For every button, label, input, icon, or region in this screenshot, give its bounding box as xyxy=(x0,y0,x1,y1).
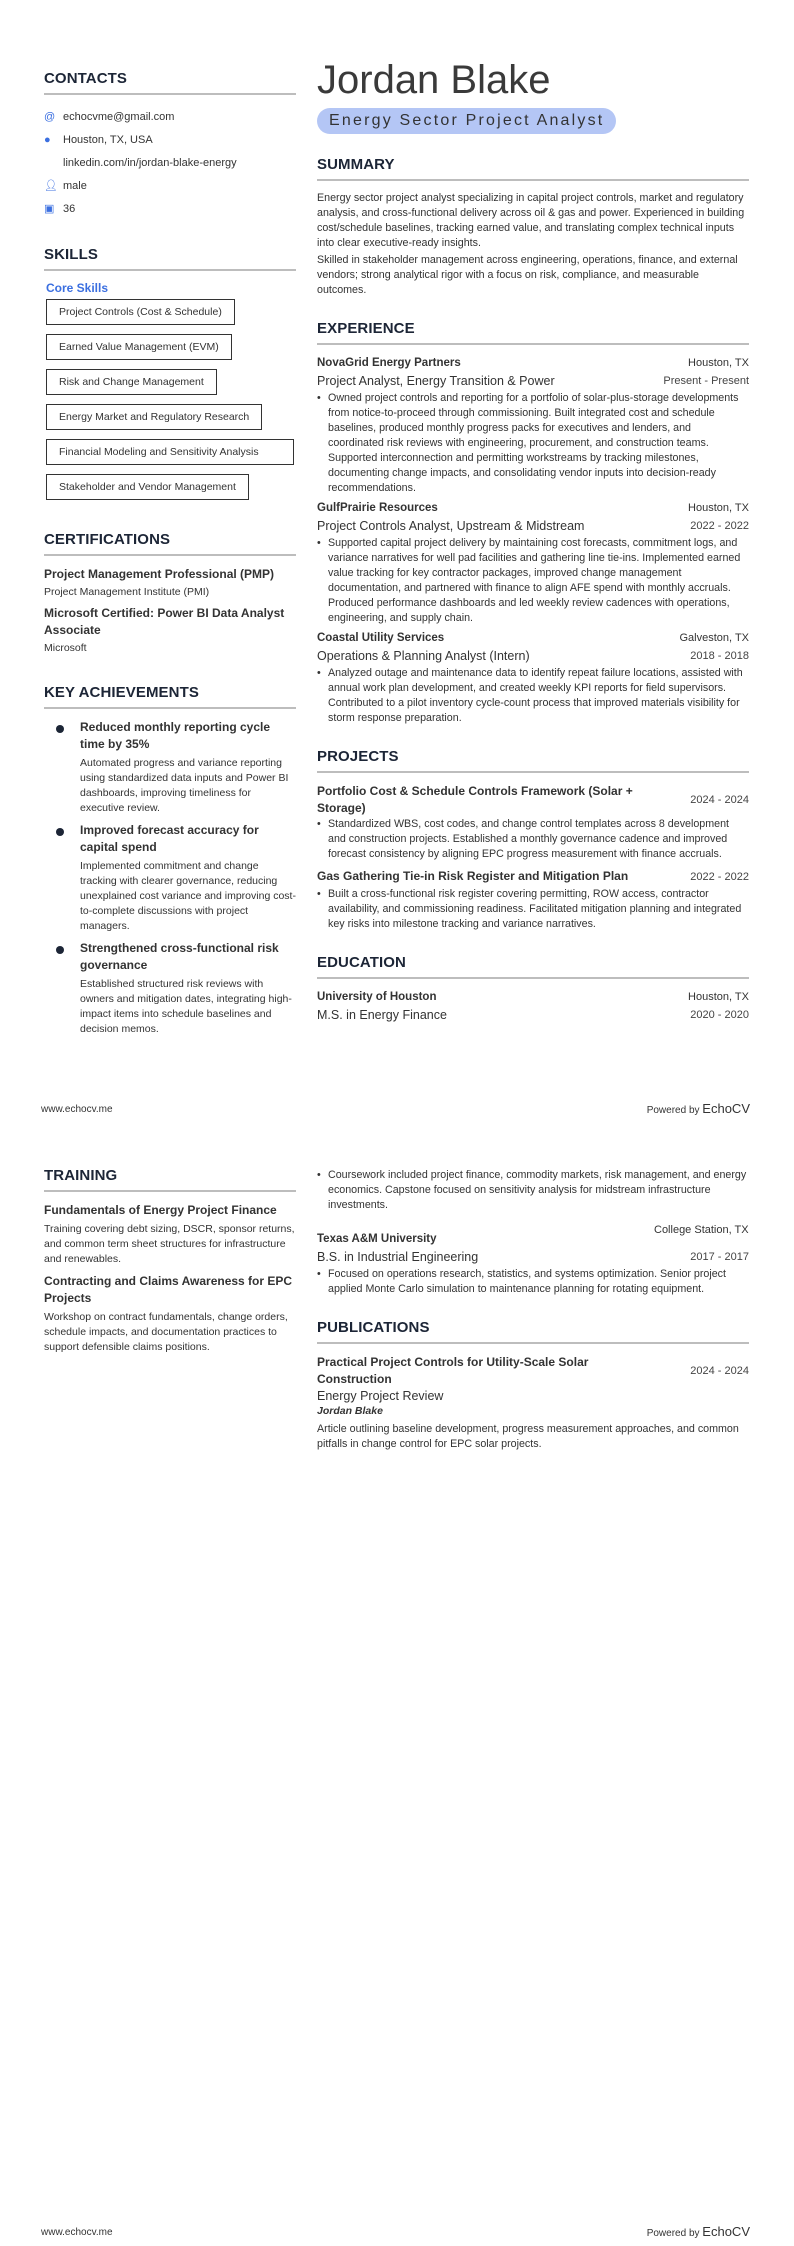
bullet-dot-icon xyxy=(56,828,64,836)
project-bullet: • Built a cross-functional risk register covering permitting, ROW access, contractor availability, and commissioning readiness. Facilitated mitigation planning and integrated key risks into milestone tracking and variance narratives. xyxy=(317,887,749,932)
publications-section xyxy=(317,1319,749,1452)
project-dates: 2022 - 2022 xyxy=(690,871,749,883)
contacts-heading: CONTACTS xyxy=(44,70,296,95)
education-dates: 2020 - 2020 xyxy=(690,1009,749,1021)
footer-website[interactable]: www.echocv.me xyxy=(41,1104,113,1115)
experience-heading: EXPERIENCE xyxy=(317,320,749,345)
at-icon: @ xyxy=(44,110,56,123)
job-location: Houston, TX xyxy=(688,357,749,369)
job-role: Operations & Planning Analyst (Intern) xyxy=(317,649,530,663)
school-name: University of Houston xyxy=(317,991,437,1003)
footer-powered xyxy=(647,1101,750,1116)
projects-heading: PROJECTS xyxy=(317,748,749,773)
footer-powered xyxy=(647,2224,750,2239)
degree: M.S. in Energy Finance xyxy=(317,1008,447,1022)
achievement-item xyxy=(44,940,296,1037)
job-role: Project Controls Analyst, Upstream & Midstream xyxy=(317,519,585,533)
cert-name: Project Management Professional (PMP) xyxy=(44,567,275,581)
publication-author: Jordan Blake xyxy=(317,1405,383,1417)
job-location: Houston, TX xyxy=(688,502,749,514)
contact-email[interactable] xyxy=(44,105,296,128)
achievement-desc: Implemented commitment and change tracking with clearer governance, reducing unexplained cost variance and improving cost-to-complete discussions with project managers. xyxy=(80,860,296,932)
job-dates: 2022 - 2022 xyxy=(690,520,749,532)
company-name: NovaGrid Energy Partners xyxy=(317,357,461,369)
training-desc: Workshop on contract fundamentals, change orders, schedule impacts, and documentation practices to support defensible claims positions. xyxy=(44,1311,288,1353)
school-location: College Station, TX xyxy=(654,1224,749,1236)
certifications-heading: CERTIFICATIONS xyxy=(44,531,296,556)
achievement-item xyxy=(44,719,296,816)
achievement-item xyxy=(44,822,296,934)
job-dates: Present - Present xyxy=(663,375,749,387)
age-text: 36 xyxy=(63,202,76,215)
job-dates: 2018 - 2018 xyxy=(690,650,749,662)
contact-age xyxy=(44,197,296,220)
contact-linkedin[interactable] xyxy=(44,151,296,174)
footer-website[interactable]: www.echocv.me xyxy=(41,2227,113,2238)
job-bullet: • Analyzed outage and maintenance data to identify repeat failure locations, assisted with annual work plan development, and created weekly KPI reports for field supervisors. Contributed to a pilot inventory cycle-count process that improved materials visibility for storm response preparation. xyxy=(317,666,749,726)
page-2 xyxy=(0,1123,794,2246)
contact-gender xyxy=(44,174,296,197)
projects-section xyxy=(317,748,749,932)
job-role: Project Analyst, Energy Transition & Power xyxy=(317,374,555,388)
job-location: Galveston, TX xyxy=(679,632,749,644)
job-title-badge: Energy Sector Project Analyst xyxy=(317,108,616,134)
project-item xyxy=(317,868,749,932)
powered-by-text: Powered by xyxy=(646,2228,700,2239)
email-text: echocvme@gmail.com xyxy=(63,110,175,123)
publications-heading: PUBLICATIONS xyxy=(317,1319,749,1344)
training-section xyxy=(44,1167,296,1355)
left-column xyxy=(44,70,296,1059)
summary-paragraph: Skilled in stakeholder management across engineering, operations, finance, and external vendors; strong analytical rigor with a focus on risk, compliance, and measurable outcomes. xyxy=(317,254,738,296)
achievement-title: Reduced monthly reporting cycle time by 35% xyxy=(80,720,271,751)
achievements-heading: KEY ACHIEVEMENTS xyxy=(44,684,296,709)
publication-title: Practical Project Controls for Utility-Scale Solar Construction xyxy=(317,1355,589,1386)
bullet-dot-icon xyxy=(56,946,64,954)
skill-tag: Earned Value Management (EVM) xyxy=(46,334,232,360)
skills-group-title: Core Skills xyxy=(46,281,109,295)
cert-name: Microsoft Certified: Power BI Data Analyst Associate xyxy=(44,606,285,637)
right-column xyxy=(317,58,749,1047)
location-text: Houston, TX, USA xyxy=(63,133,153,146)
right-column-2 xyxy=(317,1168,749,1474)
training-title: Fundamentals of Energy Project Finance xyxy=(44,1203,277,1217)
training-desc: Training covering debt sizing, DSCR, sponsor returns, and common term sheet structures for infrastructure and renewables. xyxy=(44,1223,295,1265)
company-name: Coastal Utility Services xyxy=(317,632,445,644)
degree: B.S. in Industrial Engineering xyxy=(317,1250,479,1264)
experience-item xyxy=(317,355,749,496)
bullet-dot-icon xyxy=(56,725,64,733)
experience-item xyxy=(317,500,749,626)
training-title: Contracting and Claims Awareness for EPC Projects xyxy=(44,1274,293,1305)
project-name: Gas Gathering Tie-in Risk Register and Mitigation Plan xyxy=(317,869,629,883)
publication-desc: Article outlining baseline development, progress measurement approaches, and common pitfalls in change control for EPC solar projects. xyxy=(317,1423,739,1450)
brand-logo[interactable]: EchoCV xyxy=(702,1101,750,1116)
achievement-title: Strengthened cross-functional risk governance xyxy=(80,941,279,972)
job-bullet: • Supported capital project delivery by maintaining cost forecasts, commitment logs, and variance narratives for well pad facilities and gathering line tie-ins. Implemented earned value tracking for key contractor packages, improved change management documentation, and partnered with finance to align AFE spend with monthly accruals. Produced performance dashboards and led weekly review cadences with operations, engineering, and supply chain. xyxy=(317,536,749,626)
project-item xyxy=(317,783,749,862)
achievement-desc: Automated progress and variance reporting using standardized data inputs and Power BI dashboards, improving timeliness for executive review. xyxy=(80,757,289,814)
education-bullet: • Focused on operations research, statistics, and systems optimization. Senior project applied Monte Carlo simulation to maintenance planning for rotating equipment. xyxy=(317,1267,749,1297)
candidate-name: Jordan Blake xyxy=(317,58,551,102)
summary-section xyxy=(317,156,749,298)
brand-logo[interactable]: EchoCV xyxy=(702,2224,750,2239)
achievement-desc: Established structured risk reviews with owners and mitigation dates, integrating high-impact items into schedule baselines and decision memos. xyxy=(80,978,292,1035)
powered-by-text: Powered by xyxy=(646,1105,700,1116)
cert-issuer: Project Management Institute (PMI) xyxy=(44,586,210,598)
summary-paragraph: Energy sector project analyst specializing in capital project controls, market and regulatory analysis, and cross-functional delivery across oil & gas and power. Experienced in building cost/schedule baselines, tracking earned value, and translating complex technical inputs into clear executive-ready insights. xyxy=(317,192,745,249)
publication-dates: 2024 - 2024 xyxy=(690,1364,749,1377)
linkedin-text: linkedin.com/in/jordan-blake-energy xyxy=(63,156,237,169)
gender-text: male xyxy=(63,179,87,192)
contacts-section xyxy=(44,70,296,220)
achievement-title: Improved forecast accuracy for capital spend xyxy=(80,823,259,854)
skill-tag: Stakeholder and Vendor Management xyxy=(46,474,249,500)
project-name: Portfolio Cost & Schedule Controls Framework (Solar + Storage) xyxy=(317,784,633,815)
skills-section xyxy=(44,246,296,509)
summary-heading: SUMMARY xyxy=(317,156,749,181)
skill-tag: Risk and Change Management xyxy=(46,369,217,395)
calendar-icon: ▣ xyxy=(44,203,55,215)
education-dates: 2017 - 2017 xyxy=(690,1251,749,1263)
project-dates: 2024 - 2024 xyxy=(690,793,749,806)
cert-issuer: Microsoft xyxy=(44,642,87,654)
experience-section xyxy=(317,320,749,726)
person-icon: 👤︎ xyxy=(44,180,58,192)
skill-tag: Project Controls (Cost & Schedule) xyxy=(46,299,235,325)
achievements-section xyxy=(44,684,296,1037)
training-heading: TRAINING xyxy=(44,1167,296,1192)
contact-location xyxy=(44,128,296,151)
location-pin-icon: ● xyxy=(44,133,51,146)
certifications-section xyxy=(44,531,296,656)
left-column-2 xyxy=(44,1167,296,1377)
company-name: GulfPrairie Resources xyxy=(317,502,438,514)
education-section xyxy=(317,954,749,1025)
skill-tag: Energy Market and Regulatory Research xyxy=(46,404,262,430)
skills-heading: SKILLS xyxy=(44,246,296,271)
publication-publisher: Energy Project Review xyxy=(317,1389,444,1403)
school-name: Texas A&M University xyxy=(317,1233,437,1245)
project-bullet: • Standardized WBS, cost codes, and change control templates across 8 development and construction projects. Established a monthly governance cadence and improved forecast consistency by aligning EPC progress measurement with finance accruals. xyxy=(317,817,749,862)
education-bullet: • Coursework included project finance, commodity markets, risk management, and energy economics. Capstone focused on sensitivity analysis for midstream infrastructure investments. xyxy=(317,1168,749,1213)
education-heading: EDUCATION xyxy=(317,954,749,979)
experience-item xyxy=(317,630,749,726)
skill-tag: Financial Modeling and Sensitivity Analysis xyxy=(46,439,294,465)
school-location: Houston, TX xyxy=(688,991,749,1003)
job-bullet: • Owned project controls and reporting for a portfolio of solar-plus-storage developments from notice-to-proceed through commissioning. Built integrated cost and schedule baselines, produced monthly progress packs for executives and lenders, and coordinated risk reviews with engineering, procurement, and construction teams. Supported interconnection and permitting workstreams by tracking milestones, documenting change impacts, and consolidating vendor inputs into decision-ready recommendations. xyxy=(317,391,749,496)
